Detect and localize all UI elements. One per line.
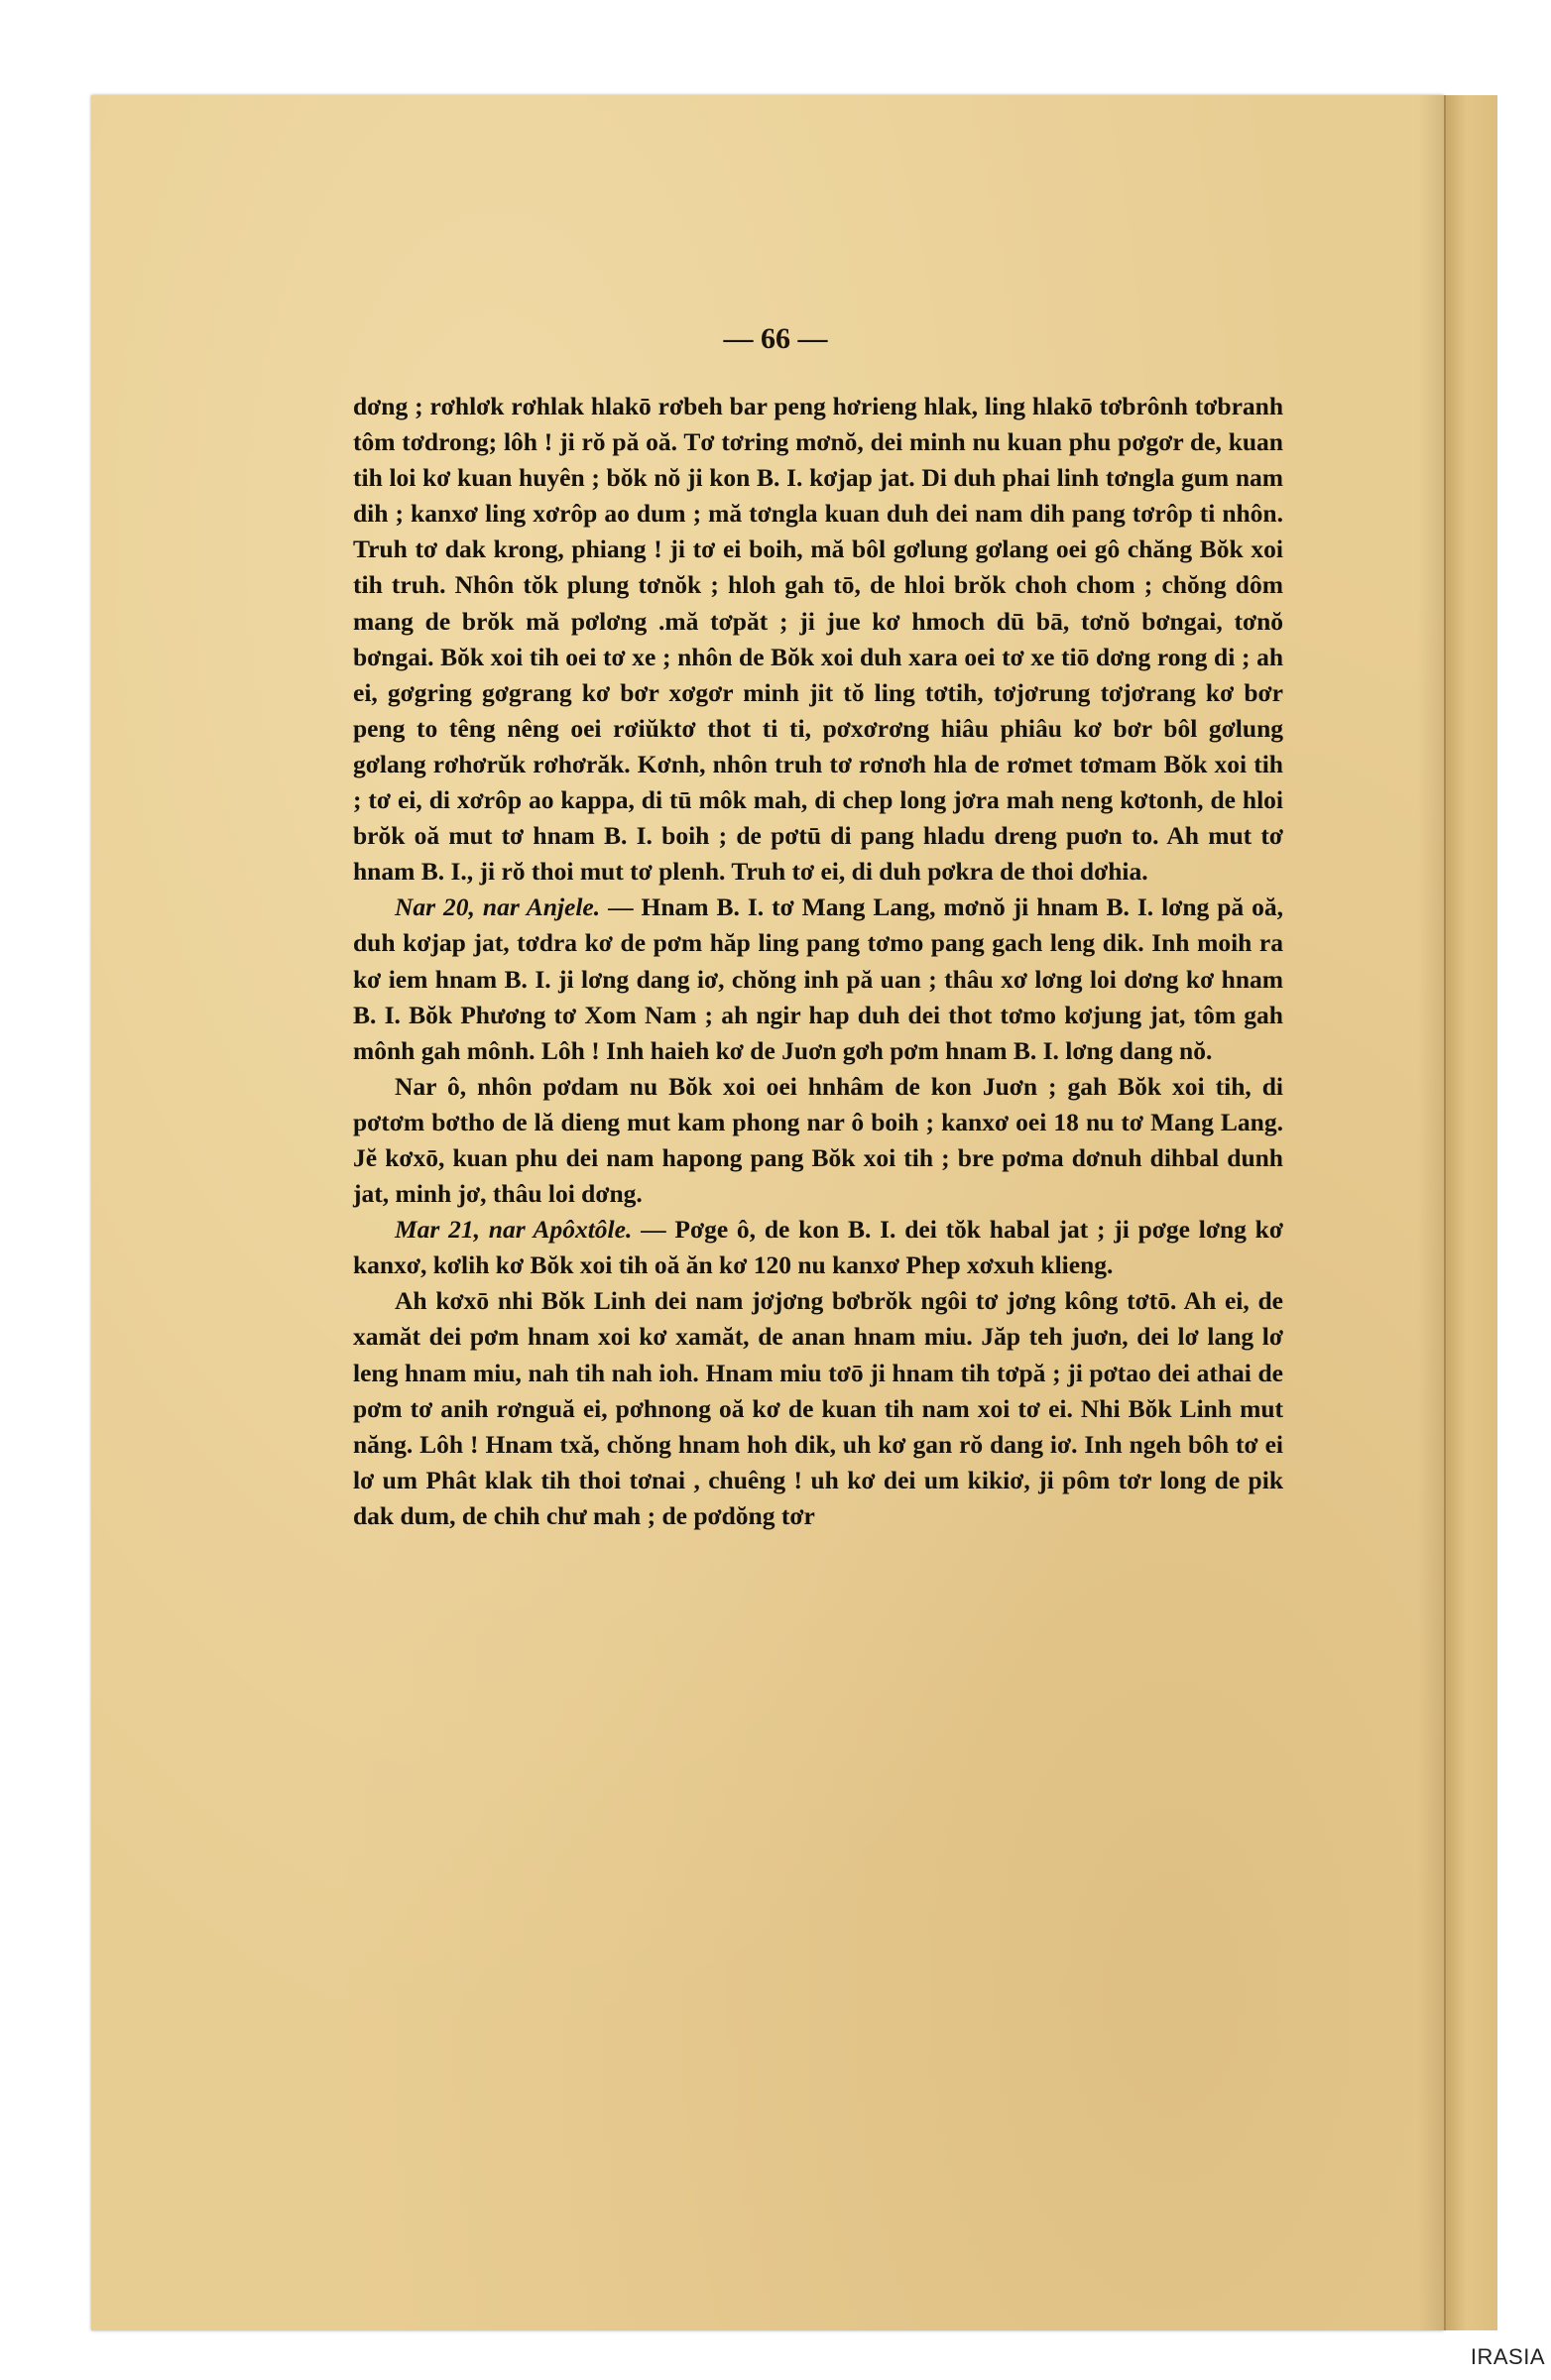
spine-fold <box>1418 95 1444 2330</box>
watermark-label: IRASIA <box>1470 2344 1545 2369</box>
paragraph-text: Nar ô, nhôn pơdam nu Bŏk xoi oei hnhâm de kon Juơn ; gah Bŏk xoi tih, di pơtơm bơtho de lă dieng mut kam phong nar ô boih ; kanxơ oei 18 nu tơ Mang Lang. Jĕ kơxō, kuan phu dei nam hapong pang Bŏk xoi tih ; bre pơma dơnuh dihbal dunh jat, minh jơ, thâu loi dơng. <box>353 1071 1283 1209</box>
paragraph-3 <box>353 1069 1283 1212</box>
paragraph-text: — Hnam B. I. tơ Mang Lang, mơnŏ ji hnam B. I. lơng pă oă, duh kơjap jat, tơdra kơ de pơm hăp ling pang tơmo pang gach leng dik. Inh moih ra kơ iem hnam B. I. ji lơng dang iơ, chŏng inh pă uan ; thâu xơ lơng loi dơng kơ hnam B. I. Bŏk Phương tơ Xom Nam ; ah ngir hap duh dei thot tơmo kơjung jat, tôm gah mônh gah mônh. Lôh ! Inh haieh kơ de Juơn gơh pơm hnam B. I. lơng dang nŏ. <box>353 892 1283 1065</box>
paragraph-2 <box>353 890 1283 1068</box>
paragraph-text: — Pơge ô, de kon B. I. dei tŏk habal jat ; ji pơge lơng kơ kanxơ, kơlih kơ Bŏk xoi tih oă ăn kơ 120 nu kanxơ Phep xơxuh klieng. <box>353 1215 1283 1280</box>
body-text <box>353 389 1283 1534</box>
paragraph-heading: Nar 20, nar Anjele. <box>395 892 601 922</box>
paragraph-text: dơng ; rơhlơk rơhlak hlakō rơbeh bar peng hơrieng hlak, ling hlakō tơbrônh tơbranh tôm tơdrong; lôh ! ji rŏ pă oă. Tơ tơring mơnŏ, dei minh nu kuan phu pơgơr de, kuan tih loi kơ kuan huyên ; bŏk nŏ ji kon B. I. kơjap jat. Di duh phai linh tơngla gum nam dih ; kanxơ ling xơrôp ao dum ; mă tơngla kuan duh dei nam dih pang tơrôp ti nhôn. Truh tơ dak krong, phiang ! ji tơ ei boih, mă bôl gơlung gơlang oei gô chăng Bŏk xoi tih truh. Nhôn tŏk plung tơnŏk ; hloh gah tō, de hloi brŏk choh chom ; chŏng dôm mang de brŏk mă pơlơng .mă tơpăt ; ji jue kơ hmoch dū bā, tơnŏ bơngai, tơnŏ bơngai. Bŏk xoi tih oei tơ xe ; nhôn de Bŏk xoi duh xara oei tơ xe tiō dơng rong di ; ah ei, gơgring gơgrang kơ bơr xơgơr minh jit tŏ ling tơtih, tơjơrung tơjơrang kơ bơr peng to têng nêng oei rơiŭktơ thot ti ti, pơxơrơng hiâu phiâu kơ bơr bôl gơlung gơlang rơhơrŭk rơhơrăk. Kơnh, nhôn truh tơ rơnơh hla de rơmet tơmam Bŏk xoi tih ; tơ ei, di xơrôp ao kappa, di tū môk mah, di chep long jơra mah neng kơtonh, de hloi brŏk oă mut tơ hnam B. I. boih ; de pơtū di pang hladu dreng puơn to. Ah mut tơ hnam B. I., ji rŏ thoi mut tơ plenh. Truh tơ ei, di duh pơkra de thoi dơhia. <box>353 392 1283 887</box>
paragraph-4 <box>353 1212 1283 1283</box>
paragraph-5 <box>353 1283 1283 1534</box>
paragraph-1 <box>353 389 1283 890</box>
paragraph-heading: Mar 21, nar Apôxtôle. <box>395 1215 633 1245</box>
page-number: — 66 — <box>723 322 828 355</box>
facing-page-edge <box>1444 95 1497 2330</box>
paragraph-text: Ah kơxō nhi Bŏk Linh dei nam jơjơng bơbrŏk ngôi tơ jơng kông tơtō. Ah ei, de xamăt dei pơm hnam xoi kơ xamăt, de anan hnam miu. Jăp teh juơn, dei lơ lang lơ leng hnam miu, nah tih nah ioh. Hnam miu tơō ji hnam tih tơpă ; ji pơtao dei athai de pơm tơ anih rơnguă ei, pơhnong oă kơ de kuan tih nam xoi tơ ei. Nhi Bŏk Linh mut năng. Lôh ! Hnam txă, chŏng hnam hoh dik, uh kơ gan rŏ dang iơ. Inh ngeh bôh tơ ei lơ um Phât klak tih thoi tơnai , chuêng ! uh kơ dei um kikiơ, ji pôm tơr long de pik dak dum, de chih chư mah ; de pơdŏng tơr <box>353 1286 1283 1530</box>
